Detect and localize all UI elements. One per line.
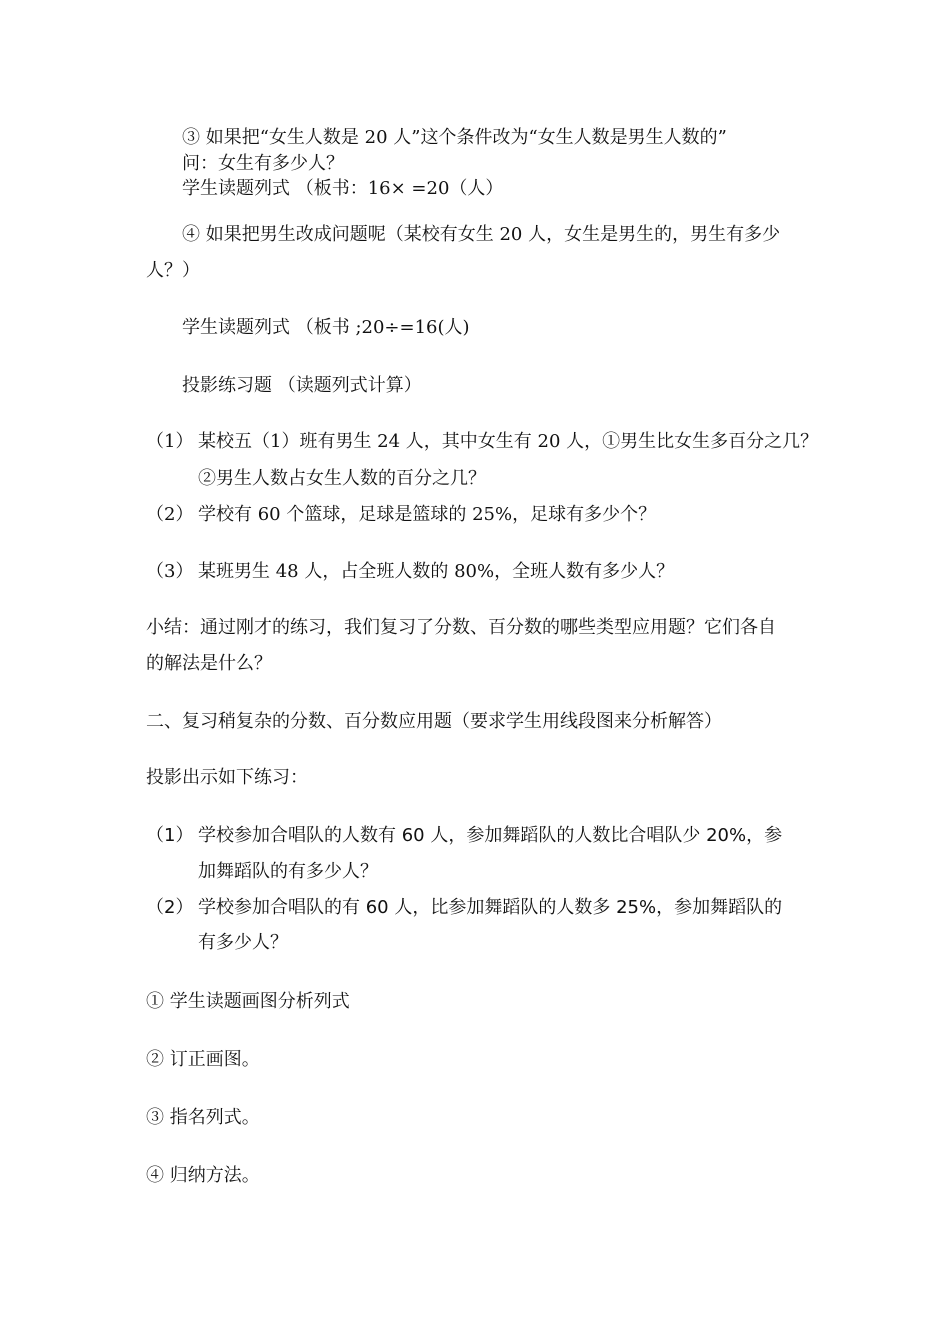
exercise-3: [146, 560, 674, 584]
step-2: ② 订正画图。: [146, 1049, 260, 1070]
item-3-question: 问：女生有多少人？: [182, 153, 344, 174]
exercise-1-cont: ②男生人数占女生人数的百分之几？: [198, 468, 486, 489]
exercise-1: [146, 430, 818, 454]
question-1-cont: 加舞蹈队的有多少人？: [198, 861, 378, 882]
projection-exercise-heading: 投影练习题 （读题列式计算）: [182, 375, 422, 396]
question-1: [146, 824, 782, 848]
question-2: [146, 896, 782, 920]
exercise-3-text: 某班男生 48 人，占全班人数的 80%，全班人数有多少人？: [198, 561, 675, 582]
question-1-text: 学校参加合唱队的人数有 60 人，参加舞蹈队的人数比合唱队少 20%，参: [198, 825, 783, 846]
step-3: ③ 指名列式。: [146, 1107, 260, 1128]
projection-intro: 投影出示如下练习：: [146, 767, 308, 788]
question-1-number: （1）: [146, 825, 194, 846]
exercise-1-text: 某校五（1）班有男生 24 人，其中女生有 20 人，①男生比女生多百分之几？: [198, 431, 819, 452]
question-2-text: 学校参加合唱队的有 60 人，比参加舞蹈队的人数多 25%，参加舞蹈队的: [198, 897, 783, 918]
exercise-1-number: （1）: [146, 431, 194, 452]
question-2-number: （2）: [146, 897, 194, 918]
exercise-3-number: （3）: [146, 561, 194, 582]
item-3-formula: 学生读题列式 （板书：16× =20（人）: [182, 178, 504, 199]
step-4: ④ 归纳方法。: [146, 1165, 260, 1186]
step-1: ① 学生读题画图分析列式: [146, 991, 350, 1012]
item-4-line-cont: 人？）: [146, 260, 200, 281]
section-2-heading: 二、复习稍复杂的分数、百分数应用题（要求学生用线段图来分析解答）: [146, 711, 722, 732]
summary-line: 小结：通过刚才的练习，我们复习了分数、百分数的哪些类型应用题？它们各自: [146, 617, 776, 638]
exercise-2: [146, 503, 656, 527]
item-4-line: ④ 如果把男生改成问题呢（某校有女生 20 人，女生是男生的，男生有多少: [182, 224, 781, 245]
question-2-cont: 有多少人？: [198, 932, 288, 953]
summary-line-cont: 的解法是什么？: [146, 653, 272, 674]
exercise-2-number: （2）: [146, 504, 194, 525]
item-4-formula: 学生读题列式 （板书 ;20÷=16(人): [182, 317, 470, 338]
item-3-line: ③ 如果把“女生人数是 20 人”这个条件改为“女生人数是男生人数的”: [182, 127, 727, 148]
exercise-2-text: 学校有 60 个篮球，足球是篮球的 25%，足球有多少个？: [198, 504, 657, 525]
